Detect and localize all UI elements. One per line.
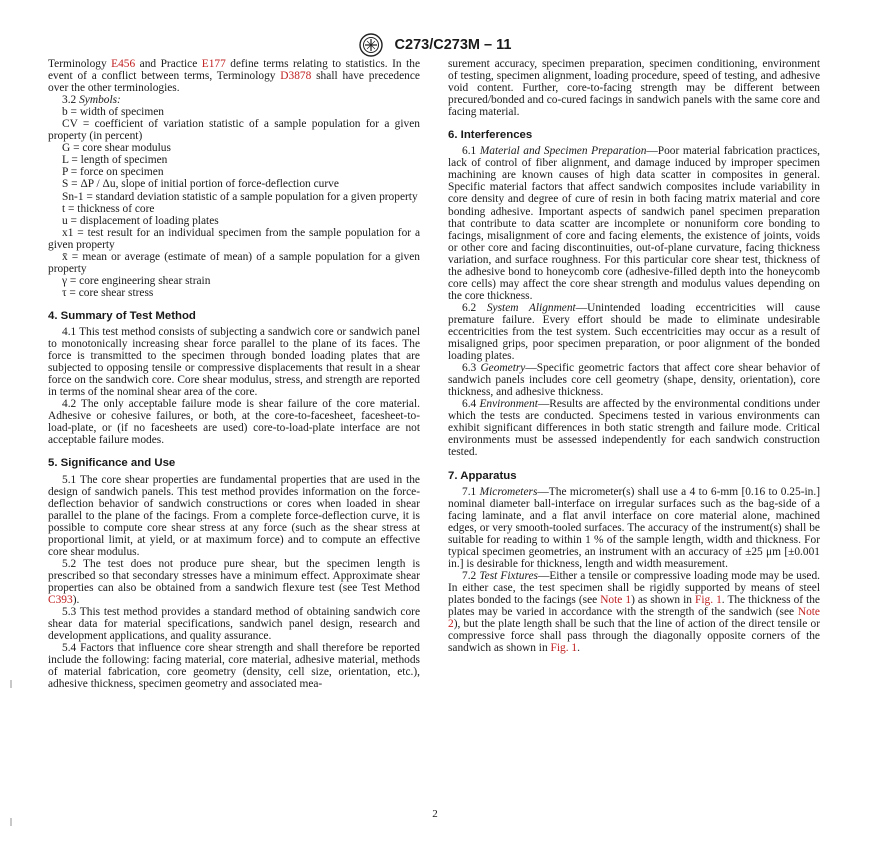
note-1-link[interactable]: Note 1: [600, 593, 632, 606]
standard-code: C273/C273M – 11: [394, 37, 512, 53]
symbol-definition: x1 = test result for an individual specimen from the sample population for a given property: [48, 226, 420, 251]
para-5-2: 5.2 The test does not produce pure shear, but the specimen length is prescribed so that secondary stresses have a minimum effect. Approximate shear properties can also be obtained from a sandwich flexure test (see Test Method C393).: [48, 557, 420, 606]
section-5-title: 5. Significance and Use: [48, 457, 176, 470]
note-2-link[interactable]: Note 2: [448, 606, 820, 631]
scan-mark: [10, 680, 12, 688]
section-7-title: 7. Apparatus: [448, 469, 517, 482]
symbol-definition: S = ΔP / Δu, slope of initial portion of force-deflection curve: [62, 178, 339, 191]
para-7-2: 7.2 Test Fixtures—Either a tensile or compressive loading mode may be used. In either case, the test specimen shall be rigidly supported by means of steel plates bonded to the facings (see Note 1) as shown in Fig. 1. The thickness of the plates may be varied in accordance with the strength of the sandwich (see Note 2), but the plate length shall be such that the line of action of the direct tensile or compressive force shall pass through the diagonally opposite corners of the sandwich as shown in Fig. 1.: [448, 569, 820, 655]
ref-c393-link[interactable]: C393: [48, 593, 73, 606]
symbol-definition: L = length of specimen: [62, 154, 168, 167]
fig-1-link[interactable]: Fig. 1: [695, 593, 722, 606]
scan-mark: [10, 818, 12, 826]
para-6-1: 6.1 Material and Specimen Preparation—Poor material fabrication practices, lack of control of fiber alignment, and damage induced by improper specimen machining are known causes of high data scatter in composites in general. Specific material factors that affect sandwich composites include variability in core density and degree of cure of resin in both facing matrix material and core bonding adhesive. Important aspects of sandwich panel specimen preparation that contribute to data scatter are incomplete or nonuniform core bonding to facings, misalignment of core and facing elements, the existence of joints, voids or other core and facing discontinuities, out-of-plane curvature, facing thickness variation, and surface roughness. For this particular core shear test, thickness of the adhesive bond to honeycomb core (adhesive-filled depth into the honeycomb core cells) may affect the core shear strength and modulus values depending on the core thickness.: [448, 145, 820, 302]
symbol-definition: τ = core shear stress: [62, 286, 154, 299]
para-5-1: 5.1 The core shear properties are fundamental properties that are used in the design of sandwich panels. This test method provides information on the force-deflection behavior of sandwich constructions or cores when loaded in shear parallel to the plane of the facings. From a complete force-deflection curve, it is possible to compute core shear stress at any force (such as the shear stress at proportional limit, at yield, or at maximum force) and to compute an effective core shear modulus.: [48, 473, 420, 558]
page-number: 2: [432, 808, 438, 820]
symbol-definition: u = displacement of loading plates: [62, 214, 219, 227]
para-5-3: 5.3 This test method provides a standard method of obtaining sandwich core shear data for material specifications, sandwich panel design, research and development applications, and quality assurance.: [48, 606, 420, 643]
para-4-2: 4.2 The only acceptable failure mode is shear failure of the core material. Adhesive or cohesive failures, or both, at the core-to-facesheet, facesheet-to-load-plate, or (if no facesheets are used) core-to-load-plate interface are not acceptable failure modes.: [48, 398, 420, 447]
section-6-title: 6. Interferences: [448, 129, 533, 142]
fig-1-link[interactable]: Fig. 1: [550, 642, 578, 655]
continued-paragraph: surement accuracy, specimen preparation, specimen conditioning, environment of testing, specimen alignment, loading procedure, speed of testing, and adhesive void content. Further, core-to-facing strength may be different between precured/bonded and co-cured facings in sandwich panels with the same core and facing material.: [448, 58, 820, 119]
symbol-definition: Sn-1 = standard deviation statistic of a sample population for a given property: [62, 190, 418, 203]
left-column: [48, 58, 420, 690]
right-column: [448, 58, 820, 654]
page-header: [0, 33, 870, 57]
para-5-4: 5.4 Factors that influence core shear strength and shall therefore be reported include the following: facing material, core material, adhesive material, methods of material fabrication, core geometry (density, cell size, orientation, etc.), adhesive thickness, specimen geometry and associated mea-: [48, 642, 420, 691]
ref-e177-link[interactable]: E177: [201, 58, 226, 70]
symbol-definition: x̄ = mean or average (estimate of mean) of a sample population for a given property: [48, 250, 420, 275]
symbol-definition: P = force on specimen: [62, 166, 164, 179]
astm-logo-icon: [359, 33, 383, 57]
symbol-definition: b = width of specimen: [62, 106, 164, 119]
symbol-definition: t = thickness of core: [62, 202, 155, 215]
para-4-1: 4.1 This test method consists of subjecting a sandwich core or sandwich panel to monotonically increasing shear force parallel to the plane of its faces. The force is transmitted to the specimen through bonded loading plates that are subjected to opposing tensile or compressive displacements that result in a shear force on the sandwich core. Core shear modulus, stress, and strength are reported in terms of the nominal shear area of the core.: [48, 325, 420, 399]
para-6-3: 6.3 Geometry—Specific geometric factors that affect core shear behavior of sandwich panels includes core cell geometry (shape, density, orientation), core thickness, and adhesive thickness.: [448, 362, 820, 399]
symbols-list: [48, 106, 420, 299]
terminology-paragraph: Terminology E456 and Practice E177 define terms relating to statistics. In the event of a conflict between terms, Terminology D3878 shall have precedence over the other terminologies.: [48, 58, 420, 95]
para-6-4: 6.4 Environment—Results are affected by the environmental conditions under which the tests are conducted. Specimens tested in various environments can exhibit significant differences in both static strength and failure mode. Critical environments must be assessed independently for each sandwich construction tested.: [448, 398, 820, 459]
symbol-definition: G = core shear modulus: [62, 142, 171, 155]
symbols-heading: 3.2 Symbols:: [62, 94, 121, 107]
symbol-definition: γ = core engineering shear strain: [62, 274, 211, 287]
symbol-definition: CV = coefficient of variation statistic of a sample population for a given property (in percent): [48, 118, 420, 143]
ref-e456-link[interactable]: E456: [111, 58, 136, 70]
ref-d3878-link[interactable]: D3878: [280, 70, 312, 83]
para-7-1: 7.1 Micrometers—The micrometer(s) shall use a 4 to 6-mm [0.16 to 0.25-in.] nominal diameter ball-interface on irregular surfaces such as the bag-side of a facing laminate, and a flat anvil interface on core material alone, machined edges, or very smooth-tooled surfaces. The accuracy of the instrument(s) shall be suitable for reading to within 1 % of the sample length, width and thickness. For typical specimen geometries, an instrument with an accuracy of ±25 μm [±0.001 in.] is desirable for thickness, length and width measurement.: [448, 485, 820, 570]
para-6-2: 6.2 System Alignment—Unintended loading eccentricities will cause premature failure. Every effort should be made to eliminate undesirable eccentricities from the test system. Such eccentricities may occur as a result of misaligned grips, poor specimen preparation, or poor alignment of the bonded loading plates.: [448, 301, 821, 363]
section-4-title: 4. Summary of Test Method: [48, 309, 196, 322]
